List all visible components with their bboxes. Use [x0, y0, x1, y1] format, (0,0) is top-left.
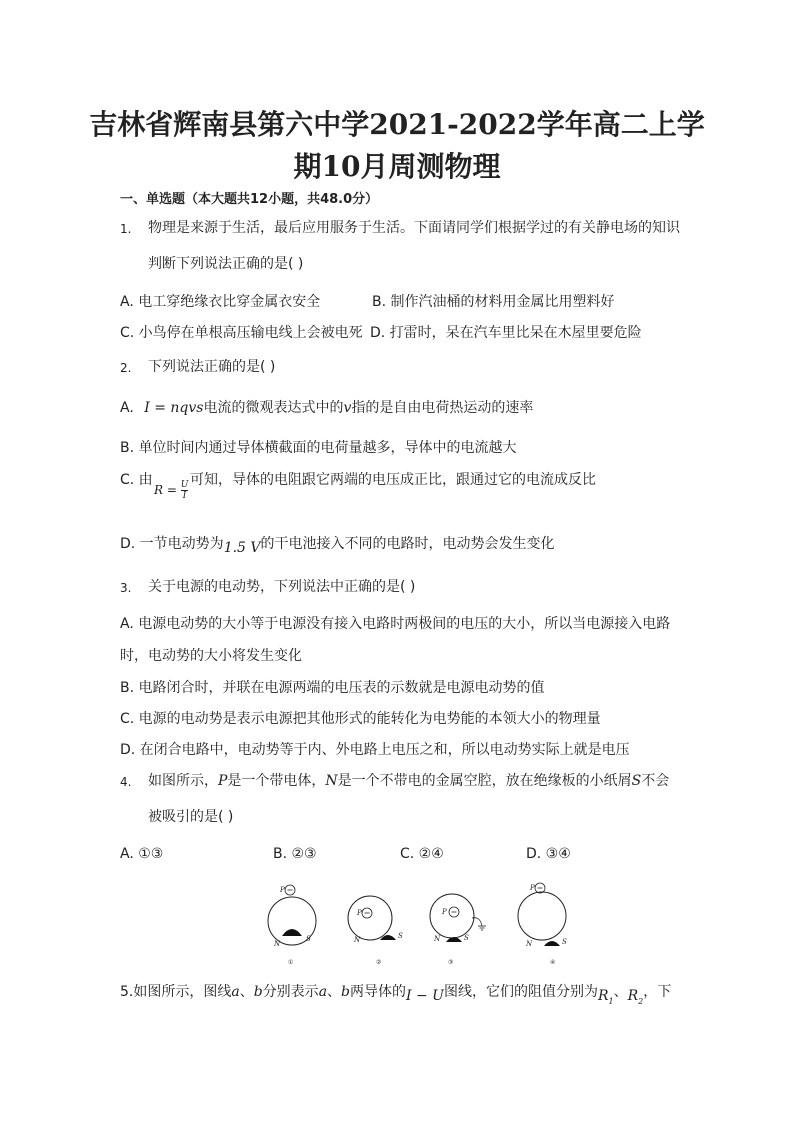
figure-1-label: ①: [288, 959, 294, 966]
q4-option-a: A. ①③: [120, 846, 164, 862]
q3-option-d: D. 在闭合电路中，电动势等于内、外电路上电压之和，所以电动势实际上就是电压: [120, 742, 630, 758]
label-p: P: [442, 908, 447, 916]
q2-stem: 下列说法正确的是( ): [148, 359, 276, 375]
r2-subscript: 2: [638, 996, 644, 1006]
q4-stem-part: 如图所示，: [148, 773, 218, 789]
q4-stem-part: 是一个不带电的金属空腔，放在绝缘板的小纸屑: [337, 773, 632, 789]
label-s: S: [562, 938, 567, 946]
r1-symbol: R: [597, 988, 609, 1004]
q2-option-a: [120, 397, 533, 417]
q2-option-a-var: v: [343, 400, 352, 416]
q2-option-b: B. 单位时间内通过导体横截面的电荷量越多，导体中的电流越大: [120, 440, 517, 456]
label-s: S: [398, 932, 403, 940]
r2-symbol: R: [627, 988, 639, 1004]
formula-i-u: I − U: [406, 988, 444, 1004]
q2-option-d: [120, 533, 555, 556]
q5-separator: 、: [613, 984, 628, 1000]
r1-subscript: 1: [608, 996, 614, 1006]
var-p: P: [218, 773, 228, 789]
q5-separator: 、: [327, 984, 342, 1000]
figure-2: [348, 896, 403, 966]
q2-option-d-head: D. 一节电动势为: [120, 536, 224, 552]
q4-option-b: B. ②③: [273, 846, 317, 862]
fraction-numerator: U: [180, 480, 189, 490]
r1: [598, 988, 614, 1004]
q3-stem: 关于电源的电动势，下列说法中正确的是( ): [148, 579, 416, 595]
figure-1: [268, 885, 316, 966]
q1-option-d: D. 打雷时，呆在汽车里比呆在木屋里要危险: [370, 325, 642, 341]
var-n: N: [325, 773, 338, 789]
q2-option-c-label: C. 由: [120, 472, 153, 488]
q2-option-a-text: 电流的微观表达式中的: [203, 400, 344, 416]
q1-stem-line1: 物理是来源于生活，最后应用服务于生活。下面请同学们根据学过的有关静电场的知识: [148, 220, 680, 236]
q1-number: 1.: [120, 222, 132, 236]
q4-figure: [250, 878, 590, 968]
label-n: N: [434, 935, 441, 943]
q5-separator: 、: [239, 984, 254, 1000]
q3-number: 3.: [120, 581, 132, 595]
q3-option-b: B. 电路闭合时，并联在电源两端的电压表的示数就是电源电动势的值: [120, 680, 545, 696]
q2-number: 2.: [120, 361, 132, 375]
q2-option-d-value: 1.5 V: [223, 540, 261, 556]
document-title-line1: 吉林省辉南县第六中学2021-2022学年高二上学: [89, 108, 705, 141]
var-s: S: [631, 773, 642, 789]
label-s: S: [464, 934, 469, 942]
document-title-line2: 期10月周测物理: [293, 150, 501, 183]
var-b: b: [341, 984, 351, 1000]
q5-stem-part: 两导体的: [350, 984, 407, 1000]
label-p: P: [357, 909, 362, 917]
label-n: N: [526, 940, 533, 948]
q4-number: 4.: [120, 775, 132, 789]
label-n: N: [274, 940, 281, 948]
formula-lhs: R =: [154, 483, 177, 497]
q2-option-a-formula: I = nqvs: [144, 400, 204, 416]
fraction-denominator: I: [181, 490, 189, 501]
q2-option-c-text: 可知，导体的电阻跟它两端的电压成正比，跟通过它的电流成反比: [190, 472, 596, 488]
figure-3: [430, 894, 486, 966]
label-n: N: [354, 936, 361, 944]
figure-4: [518, 883, 567, 966]
q5-stem-part: 5.如图所示，图线: [120, 984, 232, 1000]
q5-stem-part: ，下: [643, 984, 672, 1000]
q1-stem-line2: 判断下列说法正确的是( ): [148, 256, 304, 272]
q4-stem-line1: [148, 770, 669, 790]
label-s: S: [306, 935, 311, 943]
r2: [628, 988, 644, 1004]
q5-stem-part: 图线，它们的阻值分别为: [443, 984, 598, 1000]
q1-option-b: B. 制作汽油桶的材料用金属比用塑料好: [372, 294, 615, 310]
var-b: b: [253, 984, 263, 1000]
q5-stem-part: 分别表示: [262, 984, 319, 1000]
section-header: 一、单选题（本大题共12小题，共48.0分）: [120, 192, 379, 207]
q4-stem-part: 不会: [641, 773, 670, 789]
var-a: a: [231, 984, 240, 1000]
figure-3-label: ③: [448, 959, 454, 966]
q5-stem: [120, 981, 672, 1006]
figure-4-label: ④: [550, 959, 556, 966]
q3-option-a-line1: A. 电源电动势的大小等于电源没有接入电路时两极间的电压的大小，所以当电源接入电路: [120, 616, 671, 632]
label-p: P: [530, 884, 535, 892]
q2-option-a-tail: 指的是自由电荷热运动的速率: [351, 400, 534, 416]
q2-option-a-label: A.: [120, 400, 134, 416]
fraction: [181, 480, 189, 501]
q4-stem-part: 是一个带电体，: [227, 773, 326, 789]
label-p: P: [280, 886, 285, 894]
q3-option-c: C. 电源的电动势是表示电源把其他形式的能转化为电势能的本领大小的物理量: [120, 711, 601, 727]
q2-option-d-tail: 的干电池接入不同的电路时，电动势会发生变化: [260, 536, 555, 552]
q4-stem-line2: 被吸引的是( ): [148, 809, 234, 825]
var-a: a: [318, 984, 328, 1000]
figure-2-label: ②: [376, 959, 382, 966]
q2-option-c-formula: [154, 480, 188, 501]
q4-option-d: D. ③④: [526, 846, 571, 862]
q4-option-c: C. ②④: [400, 846, 444, 862]
q1-option-c: C. 小鸟停在单根高压输电线上会被电死: [120, 325, 363, 341]
q3-option-a-line2: 时，电动势的大小将发生变化: [120, 648, 302, 664]
q1-option-a: A. 电工穿绝缘衣比穿金属衣安全: [120, 294, 321, 310]
